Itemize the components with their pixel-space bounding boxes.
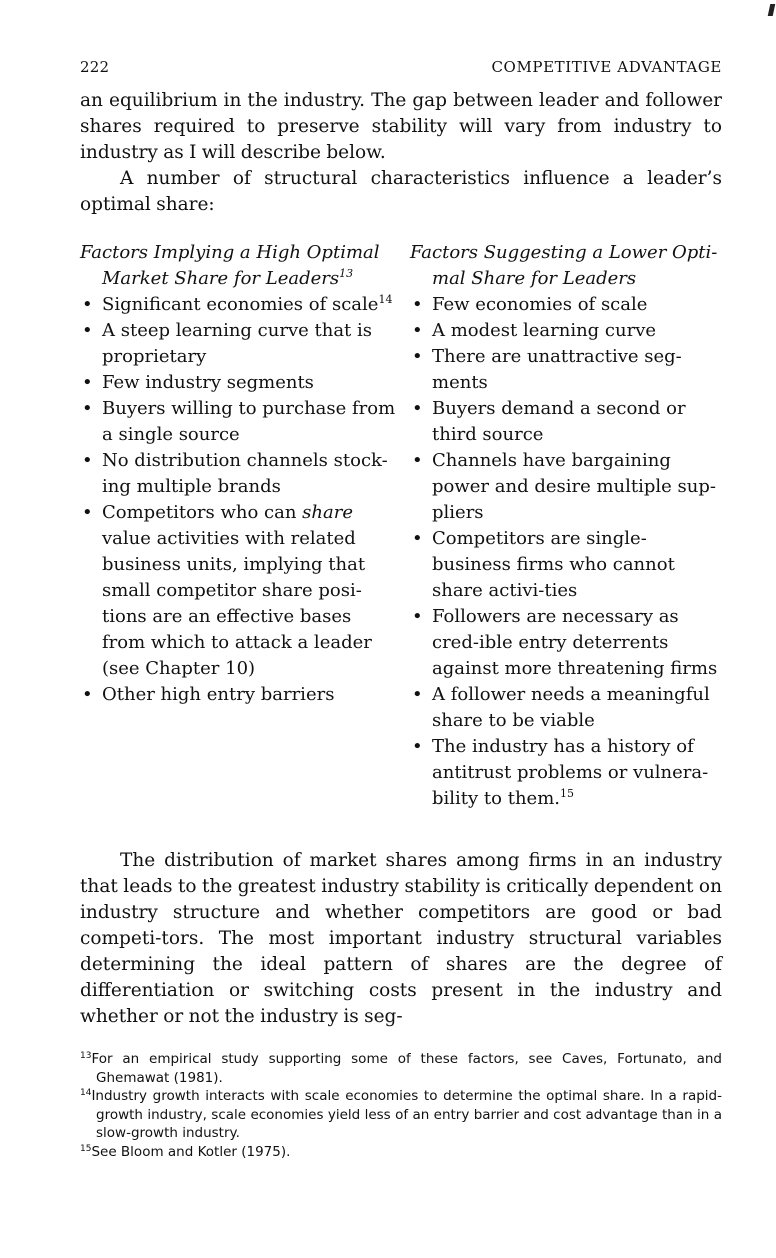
list-item: • Competitors are single-business firms who cannot share activi-ties (410, 526, 722, 604)
footnote-15: $^{15}$See Bloom and Kotler (1975). (80, 1143, 291, 1160)
page-corner-mark (768, 4, 776, 16)
list-item: • Followers are necessary as cred-ible entry deterrents against more threatening firms (410, 604, 722, 682)
high-share-factors-list (80, 292, 398, 708)
list-item: • A follower needs a meaningful share to be viable (410, 682, 722, 734)
intro-paragraph-2: A number of structural characteristics influence a leader’s optimal share: (80, 168, 722, 215)
low-share-factors-list (410, 292, 722, 812)
footnote-ref-15: 15 (559, 787, 574, 800)
list-item: • There are unattractive seg-ments (410, 344, 722, 396)
footnote-ref-13: 13 (339, 267, 354, 280)
footnote-13: $^{13}$For an empirical study supporting some of these factors, see Caves, Fortunato, and Ghemawat (1981). (80, 1051, 722, 1086)
body-text (80, 848, 722, 1030)
factor-columns (80, 240, 722, 812)
list-item: • Few economies of scale (410, 292, 722, 318)
list-item: • No distribution channels stock-ing multiple brands (80, 448, 398, 500)
list-item: • Other high entry barriers (80, 682, 398, 708)
list-item: • A modest learning curve (410, 318, 722, 344)
body-paragraph: The distribution of market shares among firms in an industry that leads to the greatest industry stability is critically dependent on industry structure and whether competitors are good or bad competi-tors. The most important industry structural variables determining the ideal pattern of shares are the degree of differentiation or switching costs present in the industry and whether or not the industry is seg- (80, 850, 722, 1027)
running-title: COMPETITIVE ADVANTAGE (491, 58, 722, 76)
low-share-factors-heading: Factors Suggesting a Lower Opti-mal Share for Leaders (410, 242, 718, 289)
footnote-14: $^{14}$Industry growth interacts with scale economies to determine the optimal share. In a rapid-growth industry, scale economies yield less of an entry barrier and cost advantage than in a slow-growth industry. (80, 1088, 722, 1141)
list-item: • The industry has a history of antitrust problems or vulnera-bility to them.$^{15}$ (410, 734, 722, 812)
list-item: • Significant economies of scale$^{14}$ (80, 292, 398, 318)
low-share-factors-column (410, 240, 722, 812)
high-share-factors-heading: Factors Implying a High Optimal Market Share for Leaders$^{13}$ (80, 242, 380, 289)
page-number: 222 (80, 58, 110, 76)
emphasis-share: share (302, 502, 353, 523)
running-header (80, 58, 722, 88)
intro-paragraph-1: an equilibrium in the industry. The gap between leader and follower shares required to preserve stability will vary from industry to industry as I will describe below. (80, 90, 722, 163)
list-item: • Channels have bargaining power and desire multiple sup-pliers (410, 448, 722, 526)
footnotes (80, 1050, 722, 1161)
list-item: • A steep learning curve that is proprietary (80, 318, 398, 370)
list-item: • Buyers willing to purchase from a single source (80, 396, 398, 448)
high-share-factors-column (80, 240, 398, 812)
list-item: • Few industry segments (80, 370, 398, 396)
list-item: • Competitors who can share value activities with related business units, implying that small competitor share posi-tions are an effective bases from which to attack a leader (see Chapter 10) (80, 500, 398, 682)
footnote-ref-14: 14 (378, 293, 393, 306)
book-page (80, 58, 722, 1161)
list-item: • Buyers demand a second or third source (410, 396, 722, 448)
